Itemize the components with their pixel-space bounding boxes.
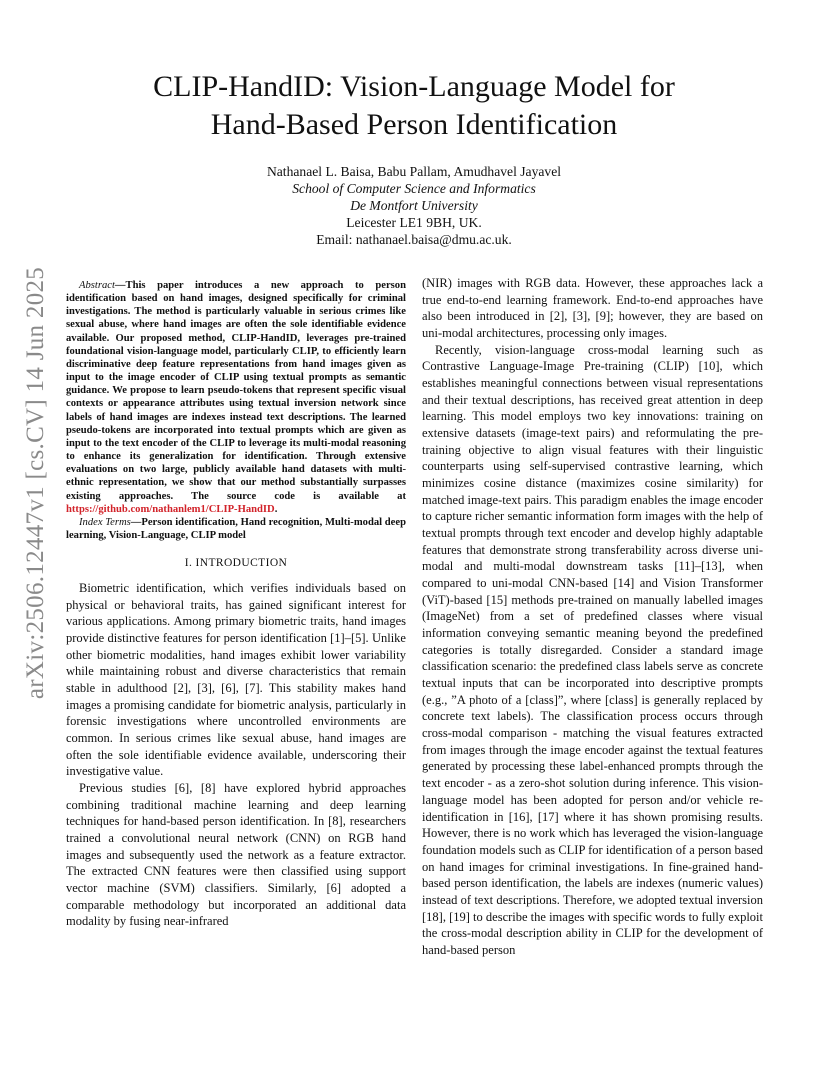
author-names: Nathanael L. Baisa, Babu Pallam, Amudhavel Jayavel <box>266 164 562 179</box>
author-email: Email: nathanael.baisa@dmu.ac.uk. <box>316 232 512 247</box>
arxiv-id: arXiv:2506.12447v1 [cs.CV] 14 Jun 2025 <box>22 266 49 700</box>
left-column <box>66 279 406 930</box>
abstract-link-end: . <box>274 503 278 515</box>
abstract <box>66 279 406 516</box>
title-line-2: Hand-Based Person Identification <box>210 108 618 141</box>
arxiv-sidebar <box>22 266 50 700</box>
abstract-text: —This paper introduces a new approach to person identification based on hand images, designed specifically for criminal investigations. The method is particularly valuable in serious crimes like sexual abuse, where hand images are often the sole identifiable evidence available. Our proposed method, CLIP-HandID, leverages pre-trained foundational vision-language model, particularly CLIP, to efficiently learn discriminative deep feature representations from hand images given as input to the image encoder of CLIP using textual prompts as semantic guidance. We propose to learn pseudo-tokens that represent specific visual contexts or appearance attributes using textual inversion network since labels of hand images are indexes instead text descriptions. The learned pseudo-tokens are incorporated into textual prompts which are given as input to the text encoder of the CLIP to leverage its multi-modal reasoning to enhance its generalization for identification. Through extensive evaluations on two large, publicly available hand datasets with multi-ethnic representation, we show that our method substantially surpasses existing approaches. The source code is available at <box>66 280 406 502</box>
source-code-link[interactable]: https://github.com/nathanlem1/CLIP-HandID <box>66 503 275 515</box>
title-line-1: CLIP-HandID: Vision-Language Model for <box>153 70 675 103</box>
paragraph-4: Recently, vision-language cross-modal learning such as Contrastive Language-Image Pre-training (CLIP) [10], which establishes meaningful connections between visual representations and their textual descriptions, has received great attention in deep learning. This model employs two key innovations: training on extensive datasets (image-text pairs) and reformulating the pre-training objective to align visual features with their linguistic counterparts using self-supervised contrastive learning, which minimizes cosine distance (maximizes cosine similarity) for matched image-text pairs. This paradigm enables the image encoder to capture richer semantic information form images with the help of textual prompts through text encoder and develop highly adaptable features that demonstrate strong transferability across diverse uni-modal and multi-modal downstream tasks [11]–[13], when compared to uni-modal CNN-based [14] and Vision Transformer (ViT)-based [15] methods pre-trained on manually labelled images (ImageNet) from a set of predefined classes where visual information conveying semantic meaning beyond the predefined categories is totally disregarded. Consider a standard image classification scenario: the predefined class labels serve as concrete textual inputs that can be incorporated into descriptive prompts (e.g., ”A photo of a [class]”, where [class] is generally replaced by concrete text labels). The classification process occurs through cross-modal comparison - matching the visual features extracted from images through the image encoder against the textual features generated by processing these label-enhanced prompts through the text encoder - as a zero-shot solution during inference. This vision-language model has been adopted for person and/or vehicle re-identification in [16], [17] where it has shown promising results. However, there is no work which has leveraged the vision-language foundation models such as CLIP for identification of a person based on hand images for criminal investigations. In fine-grained hand-based person identification, the labels are indexes (numeric values) instead of text descriptions. Therefore, we adopted textual inversion [18], [19] to describe the images with specific words to fully exploit the cross-modal description ability in CLIP for the development of hand-based person <box>422 342 763 957</box>
affiliation-school: School of Computer Science and Informatics <box>292 181 536 196</box>
affiliation-university: De Montfort University <box>350 198 478 213</box>
paragraph-1: Biometric identification, which verifies individuals based on physical or behavioral traits, has gained significant interest for various applications. Among primary biometric traits, hand images provide distinctive features for person identification [1]–[5]. Unlike other biometric modalities, hand images exhibit lower variability while maintaining robust and diverse characteristics that remain stable in adulthood [2], [3], [6], [7]. This stability makes hand images a promising candidate for biometric analysis, particularly in forensic investigations where uncontrolled environments are common. In serious crimes like sexual abuse, hand images are often the sole identifiable evidence available, underscoring their investigative value. <box>66 581 406 779</box>
index-terms <box>66 516 406 542</box>
affiliation-address: Leicester LE1 9BH, UK. <box>346 215 482 230</box>
right-column <box>422 275 763 959</box>
abstract-label: Abstract <box>79 280 115 291</box>
index-terms-text: —Person identification, Hand recognition, Multi-modal deep learning, Vision-Language, CLIP model <box>66 516 406 541</box>
paper-title <box>80 68 748 144</box>
paragraph-2: Previous studies [6], [8] have explored hybrid approaches combining traditional machine learning and deep learning techniques for hand-based person identification. In [8], researchers trained a convolutional neural network (CNN) on RGB hand images and subsequently used the network as a feature extractor. The extracted CNN features were then classified using support vector machine (SVM) classifiers. Similarly, [6] adopted a comparable methodology but incorporated an additional data modality by fusing near-infrared <box>66 781 406 929</box>
section-heading-introduction: I. INTRODUCTION <box>184 557 288 570</box>
author-block <box>164 163 664 248</box>
index-terms-label: Index Terms <box>79 516 131 528</box>
paragraph-3: (NIR) images with RGB data. However, these approaches lack a true end-to-end learning framework. End-to-end approaches have also been introduced in [2], [3], [9]; however, they are based on uni-modal architectures, processing only images. <box>422 276 763 341</box>
